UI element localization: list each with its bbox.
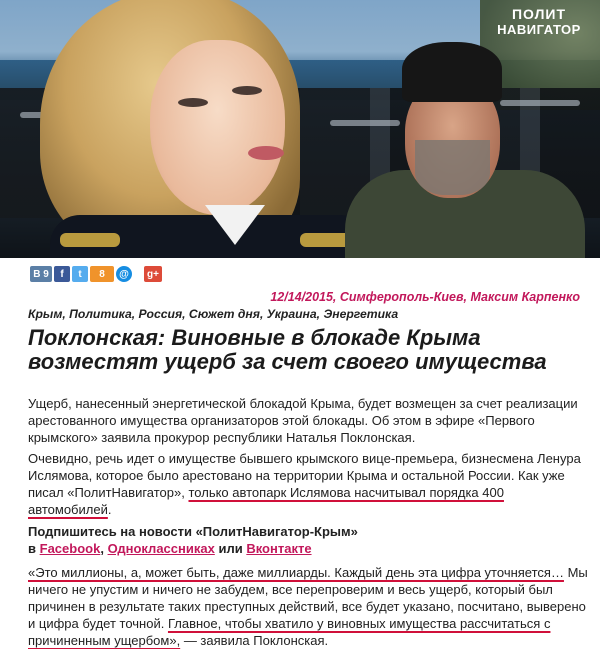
woman-lips	[248, 146, 284, 160]
paragraph-2-text: Очевидно, речь идет о имуществе бывшего крымского вице-премьера, бизнесмена Ленура Ислямова, которое было арестовано на территории Крыма и остальной России. Как уже писал «ПолитНавигатор»,	[28, 451, 581, 500]
subscribe-sep: ,	[100, 541, 104, 556]
site-logo[interactable]	[484, 6, 594, 37]
share-googleplus-button[interactable]: g+	[144, 266, 162, 282]
subscribe-links	[28, 540, 588, 557]
paragraph-2-highlight: только автопарк Ислямова насчитывал порядка 400 автомобилей	[28, 485, 504, 517]
quote-paragraph	[28, 564, 588, 649]
article-meta: 12/14/2015, Симферополь-Киев, Максим Карпенко	[270, 290, 580, 304]
woman-face	[150, 40, 285, 215]
epaulet	[60, 233, 120, 247]
quote-highlight-2: Главное, чтобы хватило у виновных имущества рассчитаться с причиненным ущербом»,	[28, 616, 551, 648]
share-facebook-button[interactable]: f	[54, 266, 70, 282]
paragraph-2-end: .	[107, 502, 112, 517]
woman-eye	[232, 86, 262, 95]
article-tags[interactable]: Крым, Политика, Россия, Сюжет дня, Украина, Энергетика	[28, 307, 399, 321]
facebook-link[interactable]: Facebook	[39, 541, 101, 556]
share-mailru-button[interactable]: @	[116, 266, 132, 282]
subscribe-text: Подпишитесь на новости «ПолитНавигатор-Крым»	[28, 524, 358, 539]
logo-line-1: ПОЛИТ	[511, 6, 567, 22]
paragraph-1: Ущерб, нанесенный энергетической блокадой Крыма, будет возмещен за счет реализации арестованного имущества организаторов этой блокады. Об этом в эфире «Первого крымского» заявила прокурор республики Наталья Поклонская.	[28, 396, 578, 445]
subscribe-in: в	[28, 541, 36, 556]
logo-line-2: НАВИГАТОР	[497, 22, 581, 37]
quote-attribution: — заявила Поклонская.	[180, 633, 329, 648]
paragraph-2	[28, 450, 588, 518]
share-twitter-button[interactable]: t	[72, 266, 88, 282]
woman-eye	[178, 98, 208, 107]
quote-highlight-1: «Это миллионы, а, может быть, даже миллиарды. Каждый день эта цифра уточняется…	[28, 565, 564, 580]
hero-image	[0, 0, 600, 258]
share-bar	[30, 264, 162, 284]
share-odnoklassniki-button[interactable]: 8	[90, 266, 114, 282]
quote-text: Мы ничего не упустим и ничего не забудем, все перепроверим и весь ущерб, который был причинен в результате таких преступных действий, все будет указано, посчитано, выверено и цифра будет точной.	[28, 565, 588, 631]
car-glint	[500, 100, 580, 106]
vkontakte-link[interactable]: Вконтакте	[246, 541, 312, 556]
subscribe-or: или	[218, 541, 243, 556]
car-glint	[330, 120, 400, 126]
odnoklassniki-link[interactable]: Одноклассниках	[107, 541, 215, 556]
share-vk-button[interactable]: В 9	[30, 266, 52, 282]
man-hat	[402, 42, 502, 102]
article-title: Поклонская: Виновные в блокаде Крыма возместят ущерб за счет своего имущества	[28, 325, 547, 374]
man-beard	[415, 140, 490, 195]
subscribe-block	[28, 523, 588, 557]
